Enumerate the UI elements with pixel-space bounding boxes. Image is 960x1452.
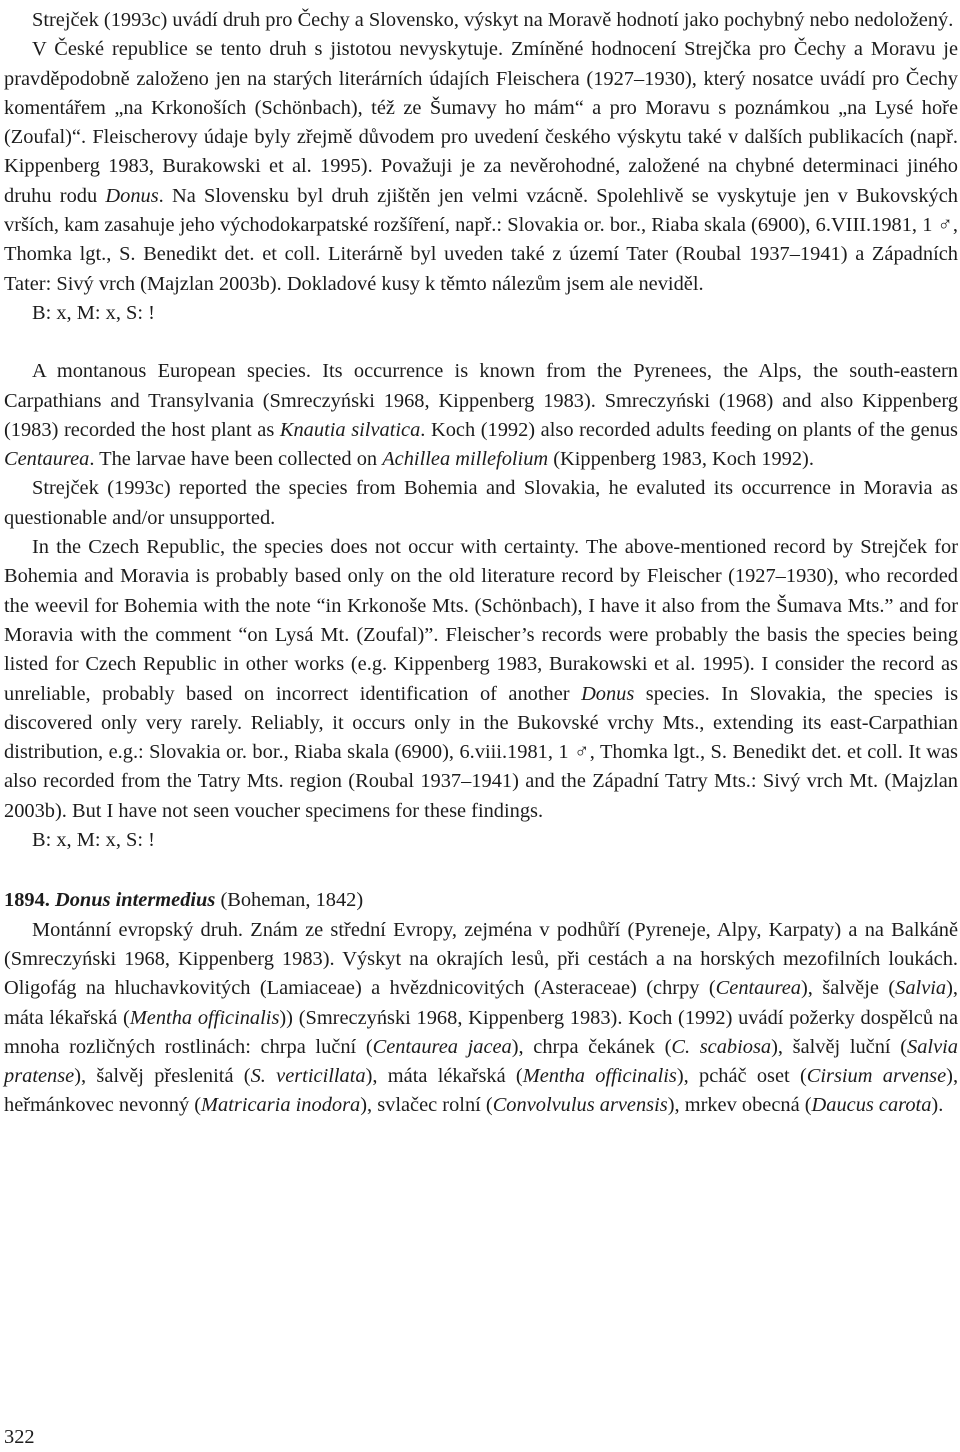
text-run: ), šalvěj přeslenitá (: [74, 1065, 251, 1088]
taxon-name: Salvia pratense: [4, 1035, 958, 1088]
spacer: [4, 328, 958, 357]
paragraph: [4, 6, 958, 35]
distribution-code: B: x, M: x, S: !: [32, 829, 155, 852]
text-run: . The larvae have been collected on: [89, 448, 383, 471]
text-run: V České republice se tento druh s jistotou nevyskytuje. Zmíněné hodnocení Strejčka pro Čechy a Moravu je pravděpodobně založeno jen na starých literárních údajích Fleischera (1927–1930), který nosatce uvádí pro Čechy komentářem „na Krkonoších (Schönbach), též ze Šumavy ho mám“ a pro Moravu s poznámkou „na Lysé hoře (Zoufal)“. Fleischerovy údaje byly zřejmě důvodem pro uvedení českého výskytu také v dalších publikacích (např. Kippenberg 1983, Burakowski et al. 1995). Považuji je za nevěrohodné, založené na chybné determinaci jiného druhu rodu: [4, 38, 958, 207]
taxon-name: Achillea millefolium: [382, 448, 549, 471]
taxon-name: Centaurea jacea: [372, 1035, 512, 1058]
text-run: ), svlačec rolní (: [360, 1094, 493, 1117]
spacer: [4, 855, 958, 886]
taxon-name: C. scabiosa: [671, 1035, 772, 1058]
species-author: (Boheman, 1842): [215, 889, 364, 912]
taxon-name: Cirsium arvense: [806, 1065, 947, 1088]
taxon-name: Mentha officinalis: [522, 1065, 677, 1088]
page-number: 322: [4, 1426, 35, 1448]
paragraph: [4, 35, 958, 299]
text-run: ), pcháč oset (: [676, 1065, 807, 1088]
english-section: [4, 357, 958, 855]
taxon-name: Donus: [105, 184, 159, 207]
text-run: species. In Slovakia, the species is discovered only very rarely. Reliably, it occurs only in the Bukovské vrchy Mts., extending its east-Carpathian distribution, e.g.: Slovakia or. bor., Riaba skala (6900), 6.viii.1981, 1 ♂, Thomka lgt., S. Benedikt det. et coll. It was also recorded from the Tatry Mts. region (Roubal 1937–1941) and the Západní Tatry Mts.: Sivý vrch Mt. (Majzlan 2003b). But I have not seen voucher specimens for these findings.: [4, 682, 959, 822]
paragraph: [4, 916, 958, 1121]
taxon-name: Salvia: [895, 977, 947, 1000]
text-run: . Na Slovensku byl druh zjištěn jen velmi vzácně. Spolehlivě se vyskytuje jen v Bukovských vrších, kam zasahuje jeho východokarpatské rozšíření, např.: Slovakia or. bor., Riaba skala (6900), 6.VIII.1981, 1 ♂, Thomka lgt., S. Benedikt det. et coll. Literárně byl uveden také z území Tater (Roubal 1937–1941) a Západních Tater: Sivý vrch (Majzlan 2003b). Dokladové kusy k těmto nálezům jsem ale neviděl.: [4, 184, 958, 295]
taxon-name: Centaurea: [4, 448, 90, 471]
text-run: Strejček (1993c) reported the species from Bohemia and Slovakia, he evaluted its occurrence in Moravia as questionable and/or unsupported.: [4, 477, 958, 529]
taxon-name: Matricaria inodora: [201, 1094, 361, 1117]
text-run: ).: [931, 1094, 944, 1117]
text-run: In the Czech Republic, the species does not occur with certainty. The above-mentioned record by Strejček for Bohemia and Moravia is probably based only on the old literature record by Fleischer (1927–1930), who recorded the weevil for Bohemia with the note “in Krkonoše Mts. (Schönbach), I have it also from the Šumava Mts.” and for Moravia with the comment “on Lysá Mt. (Zoufal)”. Fleischer’s records were probably the basis the species being listed for Czech Republic in other works (e.g. Kippenberg 1983, Burakowski et al. 1995). I consider the record as unreliable, probably based on incorrect identification of another: [4, 536, 958, 705]
distribution-code: B: x, M: x, S: !: [32, 301, 155, 324]
text-run: ), chrpa čekánek (: [511, 1035, 672, 1058]
text-run: )) (Smreczyński 1968, Kippenberg 1983). Koch (1992) uvádí požerky dospělců na mnoha rozličných rostlinách: chrpa luční (: [4, 1006, 959, 1058]
taxon-name: Daucus carota: [811, 1094, 932, 1117]
text-run: A montanous European species. Its occurrence is known from the Pyrenees, the Alps, the south-eastern Carpathians and Transylvania (Smreczyński 1968, Kippenberg 1983). Smreczyński (1968) and also Kippenberg (1983) recorded the host plant as: [4, 360, 958, 441]
taxon-name: Mentha officinalis: [129, 1006, 280, 1029]
text-run: (Kippenberg 1983, Koch 1992).: [548, 448, 814, 471]
species-entry: [4, 886, 958, 1120]
taxon-name: Centaurea: [715, 977, 801, 1000]
taxon-name: Knautia silvatica: [279, 418, 421, 441]
species-heading: [4, 886, 958, 915]
text-run: ), máta lékařská (: [365, 1065, 523, 1088]
text-run: ), mrkev obecná (: [667, 1094, 812, 1117]
paragraph: [4, 533, 958, 826]
text-run: Strejček (1993c) uvádí druh pro Čechy a Slovensko, výskyt na Moravě hodnotí jako pochybný nebo nedoložený.: [32, 9, 954, 31]
text-run: ), heřmánkovec nevonný (: [4, 1065, 959, 1117]
czech-continuation: [4, 6, 958, 328]
text-run: ), máta lékařská (: [4, 977, 958, 1029]
paragraph: [4, 357, 958, 474]
species-name: Donus intermedius: [55, 889, 216, 912]
paragraph: [4, 474, 958, 533]
text-run: ), šalvěj luční (: [771, 1035, 908, 1058]
species-number: 1894.: [4, 889, 50, 912]
text-run: ), šalvěje (: [801, 977, 896, 1000]
taxon-name: Donus: [581, 682, 635, 705]
text-run: Montánní evropský druh. Znám ze střední Evropy, zejména v podhůří (Pyreneje, Alpy, Karpaty) a na Balkáně (Smreczyński 1968, Kippenberg 1983). Výskyt na okrajích lesů, při cestách a na horských mezofilních loukách. Oligofág na hluchavkovitých (Lamiaceae) a hvězdnicovitých (Asteraceae) (chrpy (: [4, 918, 958, 1000]
text-run: . Koch (1992) also recorded adults feeding on plants of the genus: [420, 418, 958, 441]
taxon-name: Convolvulus arvensis: [492, 1094, 668, 1117]
taxon-name: S. verticillata: [250, 1065, 366, 1088]
